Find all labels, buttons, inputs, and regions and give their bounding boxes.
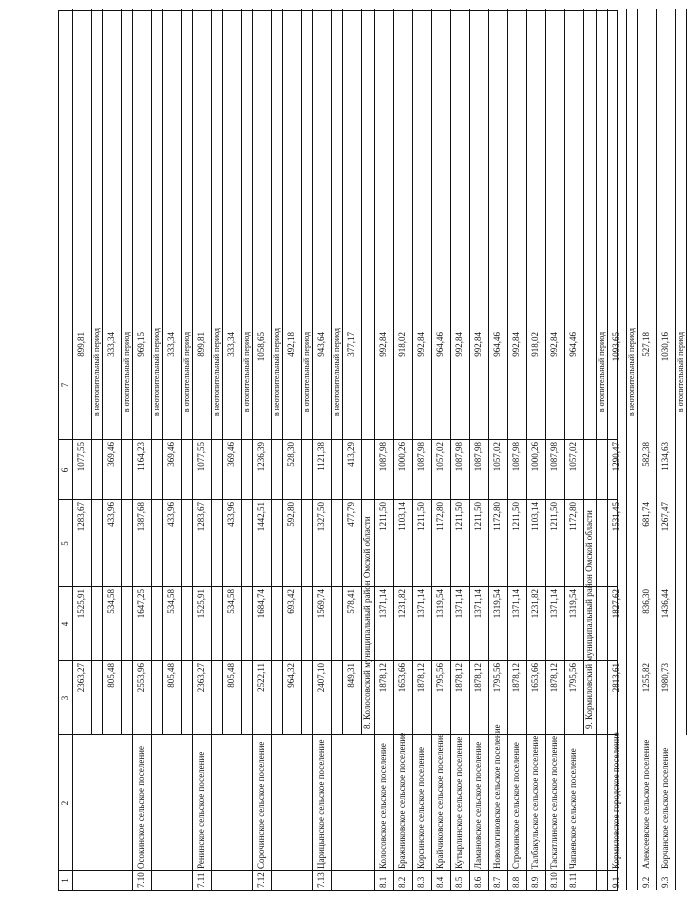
- settlement-name: Царицынское сельское поселение: [316, 739, 326, 869]
- tariff-value: 333,34: [106, 332, 116, 357]
- period-label: в отопительный период: [242, 331, 251, 413]
- tariff-value: 592,80: [286, 502, 296, 527]
- row-divider: [151, 735, 152, 890]
- tariff-value: 1878,12: [549, 663, 559, 693]
- tariff-value: 681,74: [641, 502, 651, 527]
- tariff-value: 1087,98: [473, 442, 483, 472]
- tariff-value: 528,30: [286, 442, 296, 467]
- tariff-value: 1795,56: [568, 663, 578, 693]
- tariff-value: 1087,98: [549, 442, 559, 472]
- tariff-value: 1436,44: [660, 589, 670, 619]
- row-number: 7.11: [196, 872, 206, 888]
- tariff-value: 992,84: [454, 332, 464, 357]
- tariff-value: 1087,98: [378, 442, 388, 472]
- tariff-value: 1057,02: [492, 442, 502, 472]
- tariff-value: 1211,50: [511, 502, 521, 531]
- tariff-value: 2363,27: [76, 663, 86, 693]
- tariff-table: [58, 10, 685, 891]
- tariff-value: 1827,62: [611, 589, 621, 619]
- tariff-value: 1211,50: [473, 502, 483, 531]
- tariff-value: 1134,63: [660, 442, 670, 471]
- tariff-value: 1172,80: [435, 502, 445, 531]
- row-number: 7.13: [316, 872, 326, 888]
- tariff-value: 964,46: [492, 332, 502, 357]
- tariff-value: 1057,02: [435, 442, 445, 472]
- tariff-value: 1442,51: [256, 502, 266, 532]
- tariff-value: 1647,25: [136, 589, 146, 619]
- period-label: в отопительный период: [302, 331, 311, 413]
- tariff-value: 992,84: [416, 332, 426, 357]
- period-label: в отопительный период: [122, 331, 131, 413]
- settlement-name: Ламановское сельское поселение: [473, 741, 483, 869]
- tariff-value: 1878,12: [416, 663, 426, 693]
- row-divider: [675, 735, 676, 890]
- tariff-value: 1531,45: [611, 502, 621, 532]
- tariff-value: 1319,54: [492, 589, 502, 619]
- settlement-name: Ренинское сельское поселение: [196, 751, 206, 869]
- tariff-value: 1172,80: [568, 502, 578, 531]
- row-divider: [211, 735, 212, 890]
- settlement-name: Корсинское сельское поселение: [416, 746, 426, 869]
- tariff-value: 1164,23: [136, 442, 146, 471]
- row-number: 8.3: [416, 876, 426, 888]
- period-label: в неотопительный период: [92, 327, 101, 417]
- tariff-value: 1103,14: [397, 502, 407, 531]
- period-label: в неотопительный период: [152, 327, 161, 417]
- tariff-value: 1371,14: [549, 589, 559, 619]
- tariff-value: 1255,82: [641, 663, 651, 693]
- period-label: в неотопительный период: [212, 327, 221, 417]
- tariff-value: 1371,14: [511, 589, 521, 619]
- tariff-value: 2363,27: [196, 663, 206, 693]
- tariff-value: 1211,50: [378, 502, 388, 531]
- row-divider: [331, 735, 332, 890]
- column-header: 2: [60, 800, 70, 806]
- tariff-value: 1087,98: [416, 442, 426, 472]
- settlement-name: Осокинское сельское поселение: [136, 746, 146, 869]
- tariff-value: 413,29: [346, 442, 356, 467]
- tariff-value: 1387,68: [136, 502, 146, 532]
- column-header: 5: [60, 541, 70, 546]
- tariff-value: 1211,50: [416, 502, 426, 531]
- tariff-value: 1878,12: [511, 663, 521, 693]
- tariff-value: 333,34: [226, 332, 236, 357]
- settlement-name: Кормиловское городское поселение: [611, 732, 621, 869]
- tariff-value: 534,58: [106, 589, 116, 614]
- tariff-value: 1000,26: [530, 442, 540, 472]
- tariff-value: 1172,80: [492, 502, 502, 531]
- row-number: 7.10: [136, 872, 146, 888]
- tariff-value: 969,15: [136, 332, 146, 357]
- row-number: 8.10: [549, 872, 559, 888]
- row-number: 7.12: [256, 872, 266, 888]
- tariff-value: 1087,98: [511, 442, 521, 472]
- tariff-value: 1290,47: [611, 442, 621, 472]
- tariff-value: 527,18: [641, 332, 651, 357]
- tariff-value: 1236,39: [256, 442, 266, 472]
- row-number: 8.7: [492, 876, 502, 888]
- tariff-value: 1878,12: [378, 663, 388, 693]
- row-number: 9.2: [641, 876, 651, 888]
- tariff-value: 918,02: [397, 332, 407, 357]
- tariff-value: 1231,82: [530, 589, 540, 619]
- row-number: 8.1: [378, 876, 388, 888]
- tariff-value: 1093,65: [611, 332, 621, 362]
- tariff-value: 899,81: [76, 332, 86, 357]
- tariff-value: 369,46: [226, 442, 236, 467]
- tariff-value: 805,48: [166, 663, 176, 688]
- settlement-name: Таскатлинское сельское поселение: [549, 735, 559, 869]
- tariff-value: 369,46: [166, 442, 176, 467]
- tariff-value: 534,58: [226, 589, 236, 614]
- column-header: 7: [60, 382, 70, 388]
- tariff-value: 1327,50: [316, 502, 326, 532]
- tariff-value: 333,34: [166, 332, 176, 357]
- tariff-value: 433,96: [166, 502, 176, 527]
- row-number: 8.8: [511, 876, 521, 888]
- tariff-value: 964,32: [286, 663, 296, 688]
- tariff-value: 1878,12: [473, 663, 483, 693]
- tariff-value: 377,17: [346, 332, 356, 357]
- row-divider: [626, 735, 627, 890]
- tariff-value: 849,31: [346, 663, 356, 688]
- tariff-value: 477,79: [346, 502, 356, 527]
- period-label: в неотопительный период: [627, 327, 636, 417]
- settlement-name: Сорочинское сельское поселение: [256, 741, 266, 869]
- tariff-value: 1653,66: [530, 663, 540, 693]
- tariff-value: 805,48: [226, 663, 236, 688]
- column-header: 6: [60, 467, 70, 473]
- district-heading: 9. Кормиловский муниципальный район Омской области: [584, 510, 594, 729]
- tariff-value: 918,02: [530, 332, 540, 357]
- column-header: 4: [60, 621, 70, 627]
- row-number: 8.2: [397, 876, 407, 888]
- settlement-name: Алексеевское сельское поселение: [641, 739, 651, 869]
- row-divider: [271, 735, 272, 890]
- tariff-value: 1077,55: [196, 442, 206, 472]
- settlement-name: Талбакульское сельское поселение: [530, 735, 540, 869]
- tariff-value: 1283,67: [196, 502, 206, 532]
- tariff-value: 1684,74: [256, 589, 266, 619]
- tariff-value: 805,48: [106, 663, 116, 688]
- tariff-value: 492,18: [286, 332, 296, 357]
- tariff-value: 1525,91: [196, 589, 206, 619]
- tariff-value: 1211,50: [549, 502, 559, 531]
- tariff-value: 943,64: [316, 332, 326, 357]
- tariff-value: 992,84: [473, 332, 483, 357]
- row-number: 9.3: [660, 876, 670, 888]
- tariff-value: 992,84: [378, 332, 388, 357]
- period-label: в отопительный период: [182, 331, 191, 413]
- tariff-value: 1058,65: [256, 332, 266, 362]
- settlement-name: Новологиновское сельское поселение: [492, 724, 502, 869]
- settlement-name: Бражниковское сельское поселение: [397, 732, 407, 869]
- settlement-name: Колосовское сельское поселение: [378, 743, 388, 869]
- tariff-value: 2553,96: [136, 663, 146, 693]
- tariff-value: 899,81: [196, 332, 206, 357]
- district-heading: 8. Колосовский муниципальный район Омской области: [362, 516, 372, 729]
- settlement-name: Кутырлинское сельское поселение: [454, 736, 464, 869]
- row-number: 8.6: [473, 876, 483, 888]
- row-number: 8.9: [530, 876, 540, 888]
- column-header: 1: [60, 878, 70, 883]
- tariff-value: 1795,56: [435, 663, 445, 693]
- tariff-value: 582,38: [641, 442, 651, 467]
- tariff-value: 992,84: [549, 332, 559, 357]
- tariff-value: 1000,26: [397, 442, 407, 472]
- tariff-value: 1371,14: [416, 589, 426, 619]
- tariff-value: 964,46: [568, 332, 578, 357]
- tariff-value: 1569,74: [316, 589, 326, 619]
- row-number: 8.4: [435, 876, 445, 888]
- tariff-value: 534,58: [166, 589, 176, 614]
- period-label: в неотопительный период: [332, 327, 341, 417]
- settlement-name: Чапаевское сельское поселение: [568, 748, 578, 869]
- tariff-value: 964,46: [435, 332, 445, 357]
- tariff-value: 836,30: [641, 589, 651, 614]
- tariff-value: 578,41: [346, 589, 356, 614]
- row-number: 8.11: [568, 872, 578, 888]
- tariff-value: 1878,12: [454, 663, 464, 693]
- tariff-value: 1371,14: [454, 589, 464, 619]
- tariff-value: 1030,16: [660, 332, 670, 362]
- tariff-value: 1525,91: [76, 589, 86, 619]
- column-header: 3: [60, 695, 70, 701]
- tariff-value: 1103,14: [530, 502, 540, 531]
- period-label: в отопительный период: [597, 331, 606, 413]
- settlement-name: Борчанское сельское поселение: [660, 747, 670, 869]
- tariff-value: 1267,47: [660, 502, 670, 532]
- tariff-value: 1653,66: [397, 663, 407, 693]
- tariff-value: 1371,14: [378, 589, 388, 619]
- tariff-value: 2522,11: [256, 663, 266, 692]
- tariff-value: 1283,67: [76, 502, 86, 532]
- tariff-value: 1319,54: [435, 589, 445, 619]
- tariff-value: 1319,54: [568, 589, 578, 619]
- period-label: в неотопительный период: [272, 327, 281, 417]
- tariff-value: 693,42: [286, 589, 296, 614]
- tariff-value: 992,84: [511, 332, 521, 357]
- tariff-value: 2407,10: [316, 663, 326, 693]
- row-number: 9.1: [611, 876, 621, 888]
- tariff-value: 1371,14: [473, 589, 483, 619]
- tariff-value: 1057,02: [568, 442, 578, 472]
- tariff-value: 433,96: [226, 502, 236, 527]
- tariff-value: 1795,56: [492, 663, 502, 693]
- settlement-name: Крайчиковское сельское поселение: [435, 733, 445, 869]
- tariff-value: 1121,38: [316, 442, 326, 471]
- tariff-value: 1087,98: [454, 442, 464, 472]
- tariff-value: 369,46: [106, 442, 116, 467]
- tariff-value: 1980,73: [660, 663, 670, 693]
- tariff-value: 2813,61: [611, 663, 621, 693]
- tariff-value: 433,96: [106, 502, 116, 527]
- tariff-value: 1231,82: [397, 589, 407, 619]
- tariff-value: 1077,55: [76, 442, 86, 472]
- period-label: в отопительный период: [676, 331, 685, 413]
- tariff-value: 1211,50: [454, 502, 464, 531]
- settlement-name: Строкинское сельское поселение: [511, 742, 521, 869]
- row-number: 8.5: [454, 876, 464, 888]
